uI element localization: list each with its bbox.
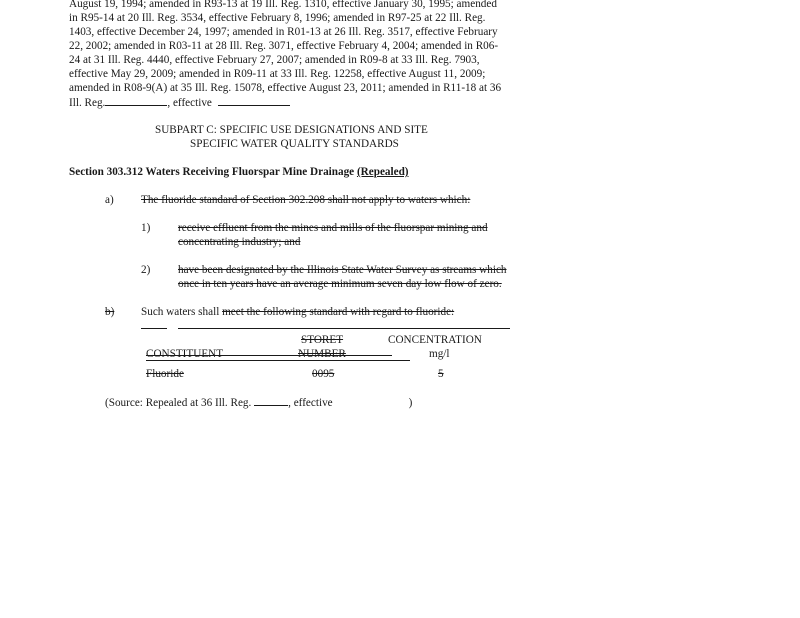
- para-b-struck: meet the following standard with regard to fluoride:: [222, 306, 455, 318]
- para-a-marker: a): [105, 194, 114, 206]
- unit-header: mg/l: [429, 348, 450, 360]
- history-line: in R95-14 at 20 Ill. Reg. 3534, effective February 8, 1996; amended in R97-25 at 22 Ill. Reg.: [69, 12, 486, 24]
- item-1-line1: receive effluent from the mines and mills of the fluorspar mining and: [178, 222, 488, 234]
- para-b-marker: b): [105, 306, 115, 318]
- header-bottom-rule: [146, 360, 410, 361]
- item-1-marker: 1): [141, 222, 151, 234]
- history-reg-prefix: Ill. Reg.: [69, 97, 106, 109]
- source-reg-blank: [254, 395, 288, 406]
- table-top-rule-left: [141, 328, 167, 329]
- section-title: Section 303.312 Waters Receiving Fluorspar Mine Drainage: [69, 166, 355, 178]
- history-line: 24 at 31 Ill. Reg. 4440, effective February 27, 2007; amended in R09-8 at 33 Ill. Reg. 7903,: [69, 54, 480, 66]
- repealed-label: (Repealed): [356, 166, 409, 178]
- storet-header-line2: NUMBER: [298, 348, 346, 360]
- history-line: 1403, effective December 24, 1997; amended in R01-13 at 26 Ill. Reg. 3517, effective February: [69, 26, 498, 38]
- reg-page-blank: [105, 95, 167, 106]
- constituent-header: [146, 347, 223, 361]
- source-effective: , effective: [288, 397, 333, 409]
- constituent-header-text: CONSTITUENT: [146, 348, 224, 360]
- storet-header-line1: STORET: [301, 334, 344, 346]
- subpart-heading-line2: SPECIFIC WATER QUALITY STANDARDS: [190, 138, 399, 150]
- table-top-rule: [178, 328, 510, 329]
- para-b-text: [141, 305, 454, 319]
- section-heading: [69, 165, 409, 179]
- source-prefix: (Source: Repealed at 36 Ill. Reg.: [105, 397, 255, 409]
- history-line: 22, 2002; amended in R03-11 at 28 Ill. Reg. 3071, effective February 4, 2004; amended in R06-: [69, 40, 499, 52]
- header-strike-rule: [146, 355, 392, 356]
- table-row-storet: 0095: [312, 368, 335, 380]
- source-note: [105, 395, 412, 410]
- table-row-concentration: 5: [438, 368, 444, 380]
- item-2-line1: have been designated by the Illinois State Water Survey as streams which: [178, 264, 507, 276]
- history-line: August 19, 1994; amended in R93-13 at 19 Ill. Reg. 1310, effective January 30, 1995; amended: [69, 0, 497, 10]
- concentration-header: CONCENTRATION: [388, 334, 482, 346]
- subpart-heading-line1: SUBPART C: SPECIFIC USE DESIGNATIONS AND SITE: [155, 124, 428, 136]
- amendment-history: [69, 0, 544, 110]
- table-row-constituent: Fluoride: [146, 368, 184, 380]
- history-effective-label: , effective: [167, 97, 212, 109]
- item-2-marker: 2): [141, 264, 151, 276]
- item-2-line2: once in ten years have an average minimum seven day low flow of zero.: [178, 278, 502, 290]
- history-line: amended in R08-9(A) at 35 Ill. Reg. 15078, effective August 23, 2011; amended in R11-18 at 36: [69, 82, 502, 94]
- history-last-line: [69, 95, 544, 110]
- item-1-line2: concentrating industry; and: [178, 236, 301, 248]
- para-b-plain: Such waters shall: [141, 306, 223, 318]
- history-line: effective May 29, 2009; amended in R09-11 at 33 Ill. Reg. 12258, effective August 11, 2009;: [69, 68, 486, 80]
- source-suffix: ): [408, 397, 413, 409]
- para-a-text: The fluoride standard of Section 302.208 shall not apply to waters which:: [141, 194, 471, 206]
- effective-date-blank: [218, 95, 290, 106]
